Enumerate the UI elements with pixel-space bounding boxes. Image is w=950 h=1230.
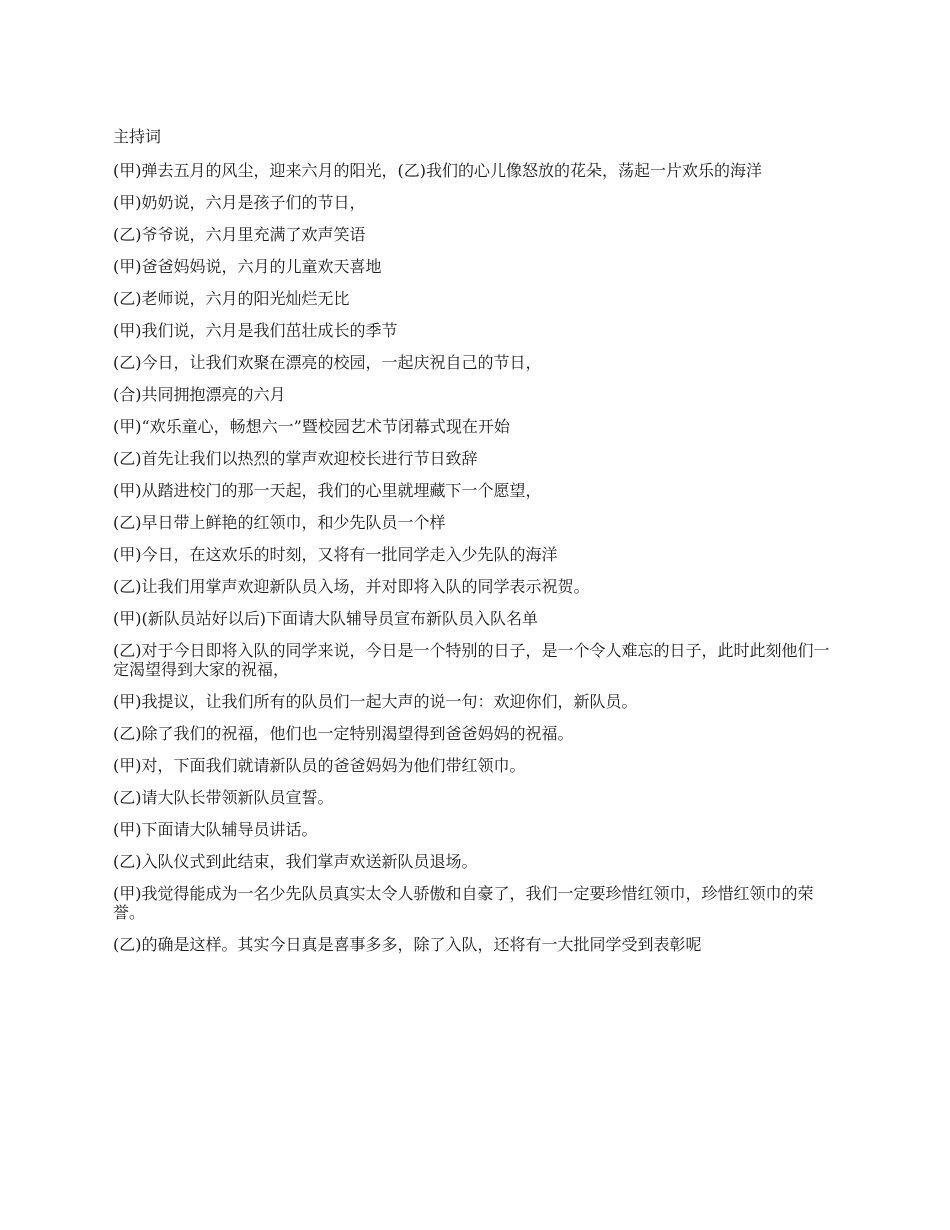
paragraph: (乙)老师说，六月的阳光灿烂无比: [113, 289, 350, 308]
paragraph: (乙)对于今日即将入队的同学来说，今日是一个特别的日子，是一个令人难忘的日子，此时此刻他们一定渴望得到大家的祝福，: [113, 641, 830, 679]
document-title: 主持词: [113, 127, 162, 146]
paragraph: (甲)我提议，让我们所有的队员们一起大声的说一句：欢迎你们，新队员。: [113, 692, 638, 711]
paragraph: (甲)对，下面我们就请新队员的爸爸妈妈为他们带红领巾。: [113, 756, 526, 775]
paragraph: (乙)今日，让我们欢聚在漂亮的校园，一起庆祝自己的节日，: [113, 353, 542, 372]
paragraph: (乙)早日带上鲜艳的红领巾，和少先队员一个样: [113, 513, 446, 532]
paragraph: (甲)“欢乐童心，畅想六一”暨校园艺术节闭幕式现在开始: [113, 417, 510, 436]
document-body: [113, 161, 835, 954]
document-page: [113, 126, 835, 967]
paragraph: (乙)入队仪式到此结束，我们掌声欢送新队员退场。: [113, 852, 478, 871]
paragraph: (甲)从踏进校门的那一天起，我们的心里就埋藏下一个愿望，: [113, 481, 542, 500]
paragraph: (甲)弹去五月的风尘，迎来六月的阳光，(乙)我们的心儿像怒放的花朵，荡起一片欢乐的海洋: [113, 161, 762, 180]
paragraph: (乙)首先让我们以热烈的掌声欢迎校长进行节日致辞: [113, 449, 478, 468]
paragraph: (甲)我觉得能成为一名少先队员真实太令人骄傲和自豪了，我们一定要珍惜红领巾，珍惜红领巾的荣誉。: [113, 884, 814, 922]
paragraph: (甲)下面请大队辅导员讲话。: [113, 820, 318, 839]
paragraph: (乙)请大队长带领新队员宣誓。: [113, 788, 334, 807]
paragraph: (甲)我们说，六月是我们茁壮成长的季节: [113, 321, 398, 340]
paragraph: (甲)(新队员站好以后)下面请大队辅导员宣布新队员入队名单: [113, 609, 538, 628]
paragraph: (乙)的确是这样。其实今日真是喜事多多，除了入队，还将有一大批同学受到表彰呢: [113, 935, 702, 954]
paragraph: (乙)让我们用掌声欢迎新队员入场，并对即将入队的同学表示祝贺。: [113, 577, 590, 596]
paragraph: (乙)除了我们的祝福，他们也一定特别渴望得到爸爸妈妈的祝福。: [113, 724, 574, 743]
paragraph: (合)共同拥抱漂亮的六月: [113, 385, 286, 404]
paragraph: (乙)爷爷说，六月里充满了欢声笑语: [113, 225, 366, 244]
paragraph: (甲)今日，在这欢乐的时刻，又将有一批同学走入少先队的海洋: [113, 545, 558, 564]
paragraph: (甲)奶奶说，六月是孩子们的节日，: [113, 193, 366, 212]
paragraph: (甲)爸爸妈妈说，六月的儿童欢天喜地: [113, 257, 382, 276]
